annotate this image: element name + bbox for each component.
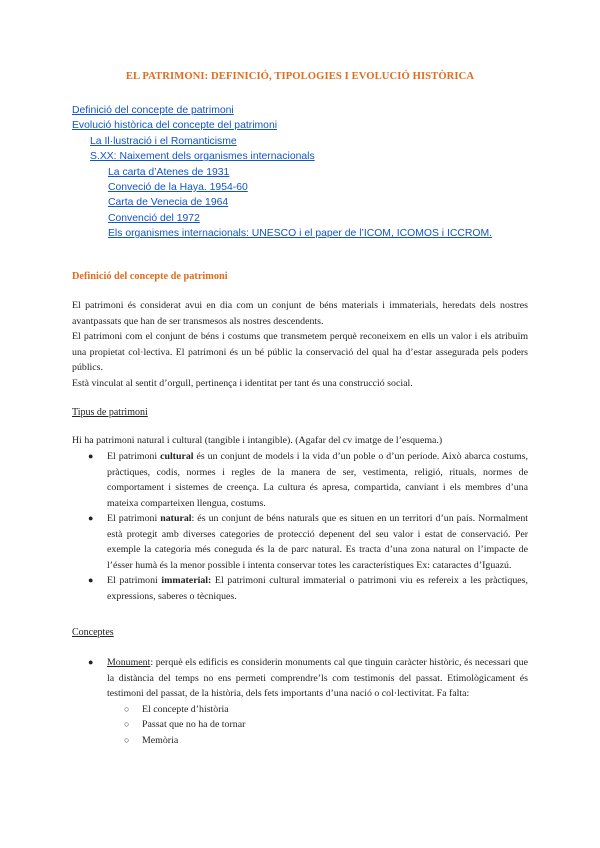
document-title: EL PATRIMONI: DEFINICIÓ, TIPOLOGIES I EVOLUCIÓ HISTÒRICA — [125, 71, 475, 82]
toc-link[interactable]: Els organismes internacionals: UNESCO i el paper de l’ICOM, ICOMOS i ICCROM. — [108, 228, 492, 240]
toc-link[interactable]: S.XX: Naixement dels organismes internacionals — [90, 151, 315, 163]
toc-link[interactable]: Definició del concepte de patrimoni — [72, 105, 234, 116]
sub-list-item: ○ Passat que no ha de tornar — [107, 717, 528, 733]
bullet-icon: ● — [88, 575, 94, 585]
bullet-icon: ● — [88, 513, 94, 523]
table-of-contents — [72, 103, 492, 242]
sub-list-item: ○ El concepte d’història — [107, 702, 528, 718]
term-bold: natural — [160, 513, 192, 524]
paragraph: Hi ha patrimoni natural i cultural (tangible i intangible). (Agafar del cv imatge de l’esquema.) — [72, 435, 443, 446]
paragraph: El patrimoni com el conjunt de béns i costums que transmetem perquè reconeixem en ells un valor i els atribuïm una propietat col·lectiva. El patrimoni és un bé públic la conservació del qual ha d’estar assegurada pels poders públics. — [72, 331, 528, 373]
circle-bullet-icon: ○ — [124, 734, 130, 745]
toc-link[interactable]: Conveció de la Haya. 1954-60 — [108, 181, 248, 193]
section-heading-conceptes: Conceptes — [72, 627, 114, 638]
list-item: ● Monument: perquè els edificis es considerin monuments cal que tinguin caràcter històric, és necessari que la distància del temps no ens permeti comprendre’ls com testimonis del passat. Etimològicament és testimoni del passat, de la història, dels fets importants d’una nació o col·lectivitat. Fa falta: ○ El concepte d’història ○ Passat que no ha de tornar ○ Memòria — [72, 655, 528, 748]
paragraph: El patrimoni és considerat avui en dia com un conjunt de béns materials i immaterials, heredats dels nostres avantpassats que han de ser transmesos als nostres descendents. — [72, 300, 528, 327]
list-item: ● El patrimoni cultural és un conjunt de models i la vida d’un poble o d’un període. Això abarca costums, pràctiques, codis, normes i regles de la manera de ser, vestimenta, religió, rituals, normes de comportament i sistemes de creença. La cultura és apresa, compartida, canviant i els membres d’una mateixa comparteixen llengua, costums. — [88, 451, 528, 509]
term-bold: cultural — [160, 451, 194, 462]
circle-bullet-icon: ○ — [124, 703, 130, 714]
term-bold: immaterial: — [161, 575, 212, 586]
toc-link[interactable]: Convenció del 1972 — [108, 212, 200, 224]
conceptes-list — [72, 655, 528, 748]
toc-link[interactable]: La Il·lustració i el Romanticisme — [90, 135, 237, 147]
circle-bullet-icon: ○ — [124, 719, 130, 729]
paragraph: Està vinculat al sentit d’orgull, pertinença i identitat per tant és una construcció social. — [72, 377, 413, 389]
toc-link[interactable]: Carta de Venecia de 1964 — [108, 197, 229, 209]
tipus-list — [72, 449, 528, 604]
tipus-intro — [72, 433, 528, 449]
definicio-body — [72, 298, 528, 391]
toc-link[interactable]: Evolució històrica del concepte del patrimoni — [72, 120, 278, 132]
list-item: ● El patrimoni immaterial: El patrimoni cultural immaterial o patrimoni viu es refereix a les pràctiques, expressions, saberes o tècniques. — [88, 575, 528, 602]
toc-link[interactable]: La carta d’Atenes de 1931 — [108, 166, 230, 178]
section-heading-definicio: Definició del concepte de patrimoni — [72, 271, 228, 282]
sub-list-item: ○ Memòria — [107, 733, 528, 749]
section-heading-tipus: Tipus de patrimoni — [72, 407, 148, 418]
bullet-icon: ● — [88, 451, 94, 461]
bullet-icon: ● — [88, 657, 94, 667]
list-item: ● El patrimoni natural: és un conjunt de béns naturals que es situen en un territori d’un país. Normalment està protegit amb diverses categories de protecció depenent del seu valor i estat de conservació. Per exemple la categoria més coneguda és la de parc natural. Es tracta d’una zona natural on l’impacte de l’ésser humà és la menor possible i intenta conservar totes les característiques Ex: cataractes d’Iguazú. — [88, 513, 529, 571]
sub-list — [107, 702, 528, 749]
term-underlined: Monument — [107, 657, 151, 668]
